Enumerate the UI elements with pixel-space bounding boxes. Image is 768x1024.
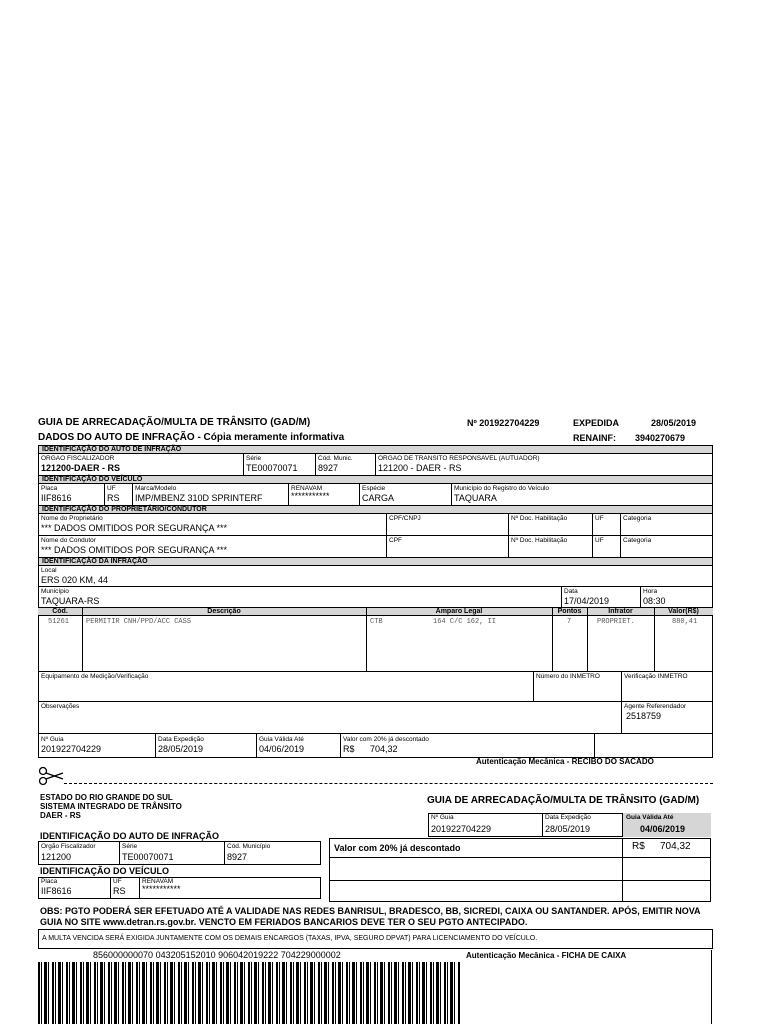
observacoes-label: Observações — [41, 703, 80, 710]
municipio-registro-label: Município do Registro do Veículo — [454, 485, 550, 492]
ficha-renavam-label: RENAVAM — [142, 878, 174, 885]
row-amparo-artigo: 164 C/C 162, II — [433, 618, 497, 626]
prop-categoria-label: Categoria — [623, 515, 652, 522]
section-veiculo: IDENTIFICAÇÃO DO VEÍCULO — [38, 475, 713, 484]
col-descricao: Descrição — [207, 608, 241, 615]
inmetro-label: Número do INMETRO — [536, 673, 600, 680]
renainf-label: RENAINF: — [573, 433, 616, 443]
data-label: Data — [564, 588, 578, 595]
col-infrator: Infrator — [608, 608, 633, 615]
expedida-label: EXPEDIDA — [573, 418, 620, 428]
col-pontos: Pontos — [557, 608, 582, 615]
exp-row-label: Data Expedição — [158, 736, 204, 743]
document-title: GUIA DE ARRECADAÇÃO/MULTA DE TRÂNSITO (GAD/M) — [38, 417, 311, 428]
cut-line — [64, 783, 713, 784]
ficha-placa-value: IIF8616 — [41, 886, 72, 896]
municipio-value: TAQUARA-RS — [41, 596, 100, 606]
guia-row-value: 201922704229 — [41, 744, 102, 754]
auth-recibo-sacado: Autenticação Mecânica - RECIBO DO SACADO — [476, 757, 654, 766]
row-infrator: PROPRIET. — [597, 618, 635, 626]
condutor-habilitacao-label: Nº Doc. Habilitação — [511, 537, 568, 544]
row-cod: 51261 — [48, 618, 70, 626]
row-amparo: CTB — [370, 618, 383, 626]
col-amparo: Amparo Legal — [435, 608, 483, 615]
ficha-guia-value: 201922704229 — [431, 824, 492, 834]
orgao-label: ORGAO FISCALIZADOR — [41, 455, 115, 462]
valida-row-value: 04/06/2019 — [259, 744, 305, 754]
equipamento-label: Equipamento de Medição/Verificação — [41, 673, 149, 680]
section-proprietario: IDENTIFICAÇÃO DO PROPRIETÁRIO/CONDUTOR — [38, 505, 713, 514]
barcode-digits: 856000000070 043205152010 906042019222 704229000002 — [93, 950, 341, 960]
serie-value: TE00070071 — [246, 463, 298, 473]
municipio-label: Município — [41, 588, 69, 595]
orgao-value: 121200-DAER - RS — [41, 463, 121, 473]
cpf-label: CPF — [389, 537, 402, 544]
section-auto: IDENTIFICAÇÃO DO AUTO DE INFRAÇÃO — [38, 445, 713, 454]
local-label: Local — [41, 567, 57, 574]
serie-label: Série — [246, 455, 262, 462]
valor-row-value: 704,32 — [370, 744, 398, 754]
ficha-orgao-value: 121200 — [41, 852, 72, 862]
condutor-categoria-label: Categoria — [623, 537, 652, 544]
prop-uf-label: UF — [595, 515, 604, 522]
ficha-exp-value: 28/05/2019 — [545, 824, 591, 834]
uf-value: RS — [107, 493, 120, 503]
ficha-valor-value: 704,32 — [660, 841, 691, 852]
issuer-line3: DAER - RS — [40, 811, 81, 820]
ficha-guia-label: Nº Guia — [431, 814, 454, 821]
agente-label: Agente Referendador — [624, 703, 687, 710]
autuador-label: ORGAO DE TRANSITO RESPONSAVEL (AUTUADOR) — [378, 455, 540, 462]
col-valor: Valor(R$) — [668, 608, 699, 615]
ficha-valida-label: Guia Válida Até — [626, 814, 674, 821]
ficha-cod-label: Cód. Município — [227, 843, 271, 850]
row-pontos: 7 — [567, 618, 572, 626]
autuador-value: 121200 - DAER - RS — [378, 463, 462, 473]
valida-row-label: Guia Válida Até — [259, 736, 304, 743]
ficha-orgao-label: Orgão Fiscalizador — [41, 843, 96, 850]
hora-label: Hora — [643, 588, 658, 595]
section-infracao: IDENTIFICAÇÃO DA INFRAÇÃO — [38, 557, 713, 566]
row-valor: 880,41 — [672, 618, 698, 626]
hora-value: 08:30 — [643, 596, 666, 606]
ficha-valor-currency: R$ — [632, 841, 645, 852]
ficha-valor-label: Valor com 20% já descontado — [334, 843, 461, 853]
ficha-serie-label: Série — [122, 843, 138, 850]
ficha-renavam-value: *********** — [142, 884, 181, 894]
local-value: ERS 020 KM, 44 — [41, 575, 109, 585]
placa-label: Placa — [41, 485, 58, 492]
nome-condutor-value: *** DADOS OMITIDOS POR SEGURANÇA *** — [41, 545, 228, 555]
barcode — [38, 962, 460, 1024]
ficha-cod-value: 8927 — [227, 852, 248, 862]
data-value: 17/04/2019 — [564, 596, 610, 606]
ficha-placa-label: Placa — [41, 878, 58, 885]
ficha-exp-label: Data Expedição — [545, 814, 591, 821]
verificacao-inmetro-label: Verificação INMETRO — [624, 673, 688, 680]
ficha-uf-label: UF — [113, 878, 122, 885]
valor-row-currency: R$ — [343, 744, 355, 754]
ficha-valida-value: 04/06/2019 — [640, 824, 686, 834]
especie-label: Espécie — [362, 485, 386, 492]
scissors-icon — [38, 766, 64, 786]
issuer-line1: ESTADO DO RIO GRANDE DO SUL — [40, 793, 173, 802]
municipio-registro-value: TAQUARA — [454, 493, 497, 503]
row-descricao: PERMITIR CNH/PPD/ACC CASS — [86, 618, 192, 626]
expedida-date: 28/05/2019 — [651, 418, 697, 428]
auth-ficha-caixa: Autenticação Mecânica - FICHA DE CAIXA — [466, 951, 627, 960]
uf-label: UF — [107, 485, 116, 492]
especie-value: CARGA — [362, 493, 395, 503]
cpf-cnpj-label: CPF/CNPJ — [389, 515, 421, 522]
placa-value: IIF8616 — [41, 493, 72, 503]
cod-munic-label: Cód. Munic. — [318, 455, 353, 462]
guia-number: Nº 201922704229 — [467, 418, 540, 428]
ficha-notice: A MULTA VENCIDA SERÁ EXIGIDA JUNTAMENTE COM OS DEMAIS ENCARGOS (TAXAS, IPVA, SEGURO DPVAT) PARA LICENCIAMENTO DO VEÍCULO. — [42, 935, 538, 942]
cod-munic-value: 8927 — [318, 463, 339, 473]
ficha-obs: OBS: PGTO PODERÁ SER EFETUADO ATÉ A VALIDADE NAS REDES BANRISUL, BRADESCO, BB, SICREDI, CAIXA OU SANTANDER. APÓS, EMITIR NOVA GUIA NO SITE www.detran.rs.gov.br. VENCTO EM FERIADOS BANCARIOS DEVE TER O SEU PGTO ANTECIPADO. — [40, 906, 701, 927]
document-subtitle: DADOS DO AUTO DE INFRAÇÃO - Cópia meramente informativa — [38, 432, 345, 443]
ficha-veiculo-section: IDENTIFICAÇÃO DO VEÍCULO — [40, 866, 170, 876]
exp-row-value: 28/05/2019 — [158, 744, 204, 754]
issuer-line2: SISTEMA INTEGRADO DE TRÂNSITO — [40, 802, 182, 811]
ficha-title: GUIA DE ARRECADAÇÃO/MULTA DE TRÂNSITO (GAD/M) — [427, 795, 700, 806]
marca-value: IMP/MBENZ 310D SPRINTERF — [135, 493, 263, 503]
valor-row-label: Valor com 20% já descontado — [343, 736, 429, 743]
guia-row-label: Nº Guia — [41, 736, 64, 743]
ficha-serie-value: TE00070071 — [122, 852, 174, 862]
nome-condutor-label: Nome do Condutor — [41, 537, 96, 544]
nome-proprietario-label: Nome do Proprietário — [41, 515, 103, 522]
agente-value: 2518759 — [626, 711, 662, 721]
condutor-uf-label: UF — [595, 537, 604, 544]
nome-proprietario-value: *** DADOS OMITIDOS POR SEGURANÇA *** — [41, 523, 228, 533]
habilitacao-label: Nº Doc. Habilitação — [511, 515, 568, 522]
renavam-label: RENAVAM — [291, 485, 323, 492]
col-cod: Cód. — [52, 608, 68, 615]
renavam-value: *********** — [291, 491, 330, 501]
ficha-auto-section: IDENTIFICAÇÃO DO AUTO DE INFRAÇÃO — [40, 831, 219, 841]
renainf-value: 3940270679 — [635, 433, 686, 443]
ficha-uf-value: RS — [113, 886, 126, 896]
marca-label: Marca/Modelo — [135, 485, 177, 492]
